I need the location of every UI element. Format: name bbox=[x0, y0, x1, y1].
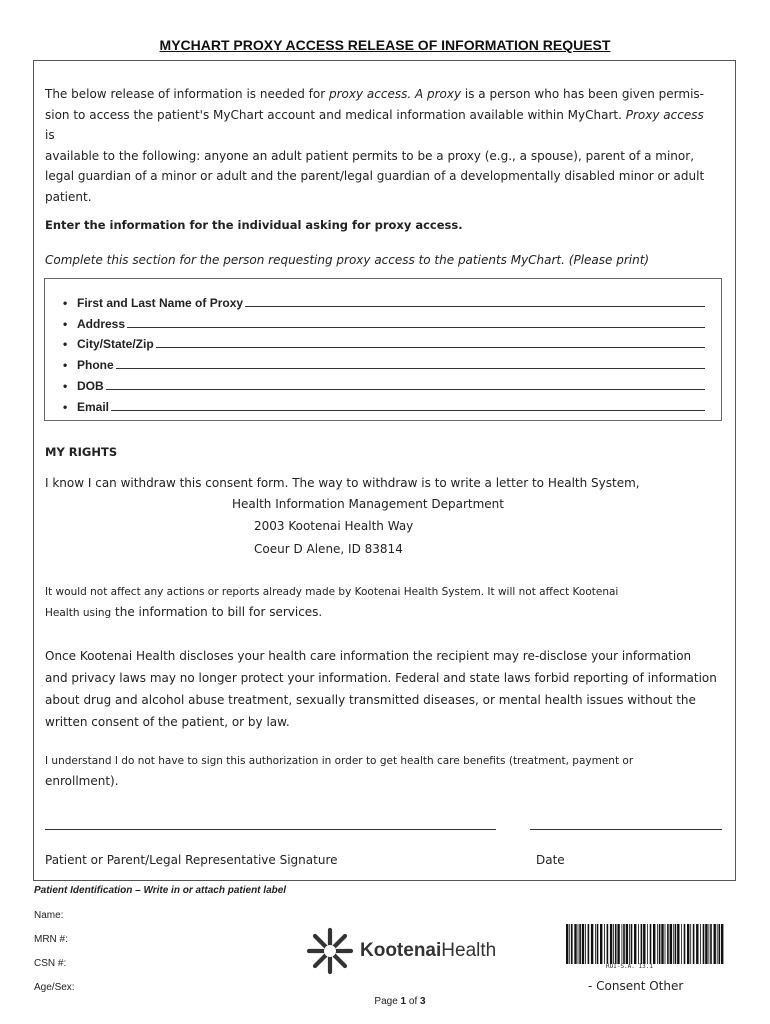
barcode-bar bbox=[615, 924, 617, 964]
barcode-bar bbox=[626, 924, 628, 964]
barcode-bar bbox=[566, 924, 568, 964]
proxy-info-box bbox=[44, 278, 722, 421]
barcode-bar bbox=[653, 924, 655, 964]
barcode-bar bbox=[690, 924, 691, 964]
barcode-bar bbox=[604, 924, 605, 964]
barcode-bar bbox=[607, 924, 609, 964]
barcode-bar bbox=[677, 924, 679, 964]
date-label: Date bbox=[536, 853, 565, 867]
understand-line-2: enrollment). bbox=[45, 774, 119, 788]
barcode-bar bbox=[710, 924, 712, 964]
barcode-bar bbox=[675, 924, 677, 964]
field-dob[interactable]: • DOB bbox=[63, 372, 705, 393]
barcode-bar bbox=[647, 924, 648, 964]
enter-info-instruction: Enter the information for the individual asking for proxy access. bbox=[45, 218, 463, 232]
disclose-line-3: about drug and alcohol abuse treatment, sexually transmitted diseases, or mental health issues without the bbox=[45, 693, 696, 707]
barcode-bar bbox=[574, 924, 576, 964]
barcode-bar bbox=[623, 924, 625, 964]
patient-id-heading: Patient Identification – Write in or attach patient label bbox=[34, 885, 287, 896]
barcode-bar bbox=[578, 924, 579, 964]
barcode-bar bbox=[588, 924, 590, 964]
date-line[interactable] bbox=[530, 829, 722, 830]
consent-type-label: - Consent Other bbox=[588, 979, 684, 993]
barcode bbox=[566, 924, 724, 964]
field-proxy-name[interactable]: • First and Last Name of Proxy bbox=[63, 289, 705, 310]
barcode-bar bbox=[643, 924, 645, 964]
barcode-bar bbox=[585, 924, 586, 964]
barcode-bar bbox=[719, 924, 721, 964]
barcode-code: ROI-S.A. 13.1 bbox=[606, 963, 653, 970]
barcode-bar bbox=[665, 924, 666, 964]
address-line-1: Health Information Management Department bbox=[232, 497, 504, 511]
disclose-line-1: Once Kootenai Health discloses your health care information the recipient may re-disclose your information bbox=[45, 649, 692, 663]
page-title: MYCHART PROXY ACCESS RELEASE OF INFORMATION REQUEST bbox=[159, 37, 611, 53]
barcode-bar bbox=[597, 924, 599, 964]
barcode-bar bbox=[569, 924, 570, 964]
barcode-bar bbox=[657, 924, 658, 964]
field-email[interactable]: • Email bbox=[63, 393, 705, 414]
my-rights-heading: MY RIGHTS bbox=[45, 445, 118, 459]
disclose-paragraph bbox=[45, 645, 735, 733]
barcode-bar bbox=[667, 924, 669, 964]
barcode-bar bbox=[634, 924, 636, 964]
patient-csn-label: CSN #: bbox=[34, 958, 67, 969]
field-address[interactable]: • Address bbox=[63, 310, 705, 331]
intro-line-4: available to the following: anyone an adult patient permits to be a proxy (e.g., a spouse), parent of a minor, bbox=[45, 148, 695, 163]
barcode-bar bbox=[631, 924, 633, 964]
disclose-line-2: and privacy laws may no longer protect your information. Federal and state laws forbid reporting of information bbox=[45, 671, 717, 685]
barcode-bar bbox=[659, 924, 661, 964]
complete-section-instruction: Complete this section for the person requesting proxy access to the patients MyChart. (Please print) bbox=[45, 253, 650, 267]
withdraw-text: I know I can withdraw this consent form. The way to withdraw is to write a letter to Health System, bbox=[45, 476, 640, 490]
barcode-bar bbox=[700, 924, 701, 964]
barcode-bar bbox=[638, 924, 639, 964]
barcode-bar bbox=[721, 924, 723, 964]
barcode-bar bbox=[681, 924, 682, 964]
intro-line-3: is bbox=[45, 128, 55, 142]
patient-name-label: Name: bbox=[34, 910, 64, 921]
affect-line-1: It would not affect any actions or reports already made by Kootenai Health System. It will not affect Kootenai bbox=[45, 586, 619, 598]
barcode-bar bbox=[693, 924, 695, 964]
barcode-bar bbox=[661, 924, 663, 964]
barcode-bar bbox=[673, 924, 674, 964]
barcode-bar bbox=[650, 924, 652, 964]
barcode-bar bbox=[571, 924, 573, 964]
intro-line-6: patient. bbox=[45, 189, 92, 204]
barcode-bar bbox=[600, 924, 602, 964]
barcode-bar bbox=[591, 924, 593, 964]
field-phone[interactable]: • Phone bbox=[63, 351, 705, 372]
understand-paragraph bbox=[45, 751, 735, 791]
barcode-bar bbox=[579, 924, 581, 964]
signature-label: Patient or Parent/Legal Representative Signature bbox=[45, 853, 338, 867]
barcode-bar bbox=[617, 924, 619, 964]
patient-agesex-label: Age/Sex: bbox=[34, 982, 75, 993]
barcode-bar bbox=[595, 924, 596, 964]
patient-mrn-label: MRN #: bbox=[34, 934, 68, 945]
affect-line-2: Health using the information to bill for services. bbox=[45, 605, 323, 619]
understand-line-1: I understand I do not have to sign this authorization in order to get health care benefits (treatment, payment or bbox=[45, 755, 634, 767]
barcode-bar bbox=[696, 924, 698, 964]
kootenai-star-logo-icon bbox=[304, 925, 356, 977]
barcode-bar bbox=[629, 924, 630, 964]
disclose-line-4: written consent of the patient, or by law. bbox=[45, 715, 290, 729]
page-number: Page 1 of 3 bbox=[374, 996, 426, 1007]
barcode-bar bbox=[703, 924, 705, 964]
barcode-bar bbox=[684, 924, 686, 964]
intro-line-1: The below release of information is needed for proxy access. A proxy is a person who has been given permis- bbox=[45, 87, 704, 101]
barcode-bar bbox=[709, 924, 710, 964]
barcode-bar bbox=[714, 924, 716, 964]
field-city-state-zip[interactable]: • City/State/Zip bbox=[63, 331, 705, 352]
address-line-3: Coeur D Alene, ID 83814 bbox=[254, 542, 403, 556]
kootenai-health-logo-text: KootenaiHealth bbox=[360, 940, 497, 961]
barcode-bar bbox=[613, 924, 614, 964]
barcode-bar bbox=[705, 924, 707, 964]
barcode-bar bbox=[610, 924, 612, 964]
intro-line-2: sion to access the patient's MyChart account and medical information available within MyChart. Proxy access bbox=[45, 107, 704, 122]
intro-paragraph bbox=[45, 84, 735, 207]
barcode-bar bbox=[717, 924, 718, 964]
barcode-bar bbox=[582, 924, 584, 964]
signature-line[interactable] bbox=[45, 829, 496, 830]
intro-line-5: legal guardian of a minor or adult and the parent/legal guardian of a developmentally disabled minor or adult bbox=[45, 169, 705, 183]
affect-paragraph bbox=[45, 582, 735, 623]
barcode-bar bbox=[670, 924, 672, 964]
barcode-bar bbox=[622, 924, 623, 964]
barcode-bar bbox=[687, 924, 689, 964]
barcode-bar bbox=[641, 924, 643, 964]
address-line-2: 2003 Kootenai Health Way bbox=[254, 519, 414, 533]
